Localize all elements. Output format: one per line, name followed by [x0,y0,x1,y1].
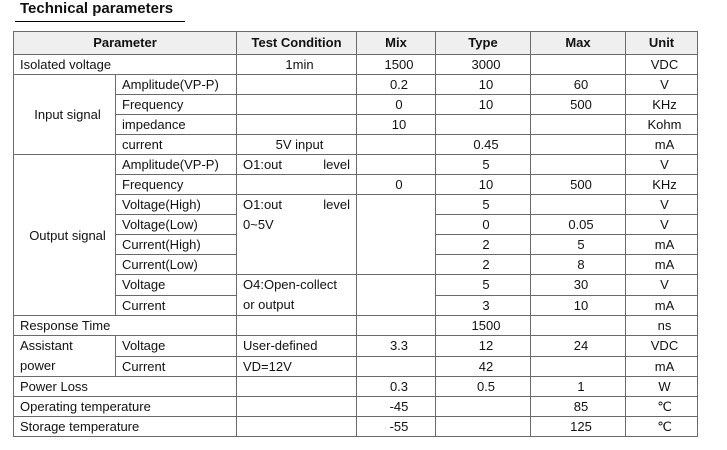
header-mix: Mix [357,32,436,55]
condition-cell: User-defined [237,336,357,357]
param-label: Voltage [116,275,237,296]
type-cell: 10 [436,75,531,95]
table-row [14,155,698,175]
type-cell [436,397,531,417]
param-label: Operating temperature [14,397,237,417]
header-parameter: Parameter [14,32,237,55]
unit-cell: VDC [626,336,698,357]
max-cell: 125 [531,417,626,437]
param-label: Current(Low) [116,255,237,275]
max-cell: 500 [531,175,626,195]
type-cell: 5 [436,155,531,175]
max-cell [531,155,626,175]
param-label: impedance [116,115,237,135]
type-cell: 5 [436,195,531,215]
table-row [14,397,698,417]
unit-cell: V [626,215,698,235]
group-label-input-signal: Input signal [14,75,116,155]
type-cell: 5 [436,275,531,296]
table-row [14,275,698,296]
mix-cell: 3.3 [357,336,436,357]
condition-text: O4:Open-collect [243,277,337,292]
header-unit: Unit [626,32,698,55]
group-label-text: Assistant [20,338,73,353]
param-label: Frequency [116,175,237,195]
type-cell: 2 [436,255,531,275]
condition-text: O1:out [243,157,283,172]
condition-text: 0~5V [243,217,274,232]
type-cell: 42 [436,356,531,377]
unit-cell: V [626,155,698,175]
header-type: Type [436,32,531,55]
unit-cell: VDC [626,55,698,75]
condition-cell [237,195,357,275]
mix-cell: 0 [357,175,436,195]
table-row [14,175,698,195]
condition-cell [237,95,357,115]
type-cell: 10 [436,175,531,195]
max-cell: 60 [531,75,626,95]
unit-cell: V [626,75,698,95]
type-cell: 10 [436,95,531,115]
condition-cell: 5V input [237,135,357,155]
type-cell: 12 [436,336,531,357]
mix-cell: 0.3 [357,377,436,397]
max-cell: 30 [531,275,626,296]
max-cell: 500 [531,95,626,115]
param-label: Amplitude(VP-P) [116,155,237,175]
mix-cell: 1500 [357,55,436,75]
unit-cell: mA [626,295,698,316]
table-row [14,95,698,115]
mix-cell [357,135,436,155]
title-underline [15,21,185,22]
condition-text: O1:out [243,197,283,212]
mix-cell: -45 [357,397,436,417]
unit-cell: mA [626,255,698,275]
param-label: Current(High) [116,235,237,255]
max-cell [531,115,626,135]
table-row [14,135,698,155]
table-row [14,75,698,95]
unit-cell: ℃ [626,417,698,437]
unit-cell: ns [626,316,698,336]
unit-cell: mA [626,356,698,377]
condition-cell [237,75,357,95]
header-max: Max [531,32,626,55]
type-cell [436,417,531,437]
param-label: current [116,135,237,155]
param-label: Storage temperature [14,417,237,437]
type-cell: 0.45 [436,135,531,155]
condition-cell [237,275,357,316]
param-label: Response Time [14,316,237,336]
param-label: Frequency [116,95,237,115]
unit-cell: KHz [626,175,698,195]
type-cell: 3 [436,295,531,316]
table-row [14,316,698,336]
param-label: Voltage(Low) [116,215,237,235]
type-cell: 2 [436,235,531,255]
condition-text: level [323,157,350,172]
mix-cell [357,316,436,336]
condition-text: level [323,197,350,212]
max-cell: 1 [531,377,626,397]
max-cell [531,135,626,155]
condition-cell [237,115,357,135]
type-cell: 0 [436,215,531,235]
mix-cell: -55 [357,417,436,437]
unit-cell: V [626,195,698,215]
param-label: Current [116,295,237,316]
unit-cell: mA [626,135,698,155]
type-cell: 0.5 [436,377,531,397]
mix-cell [357,356,436,377]
header-test-condition: Test Condition [237,32,357,55]
max-cell: 8 [531,255,626,275]
max-cell: 85 [531,397,626,417]
unit-cell: Kohm [626,115,698,135]
unit-cell: W [626,377,698,397]
condition-cell [237,316,357,336]
max-cell: 0.05 [531,215,626,235]
condition-cell: 1min [237,55,357,75]
condition-cell: VD=12V [237,356,357,377]
mix-cell: 0.2 [357,75,436,95]
group-label-assistant-power [14,336,116,377]
max-cell [531,55,626,75]
unit-cell: mA [626,235,698,255]
technical-parameters-table [13,31,698,437]
max-cell: 10 [531,295,626,316]
param-label: Isolated voltage [14,55,237,75]
section-title: Technical parameters [20,0,174,17]
group-label-output-signal: Output signal [14,155,116,316]
param-label: Current [116,356,237,377]
table-row [14,55,698,75]
max-cell [531,356,626,377]
max-cell: 5 [531,235,626,255]
type-cell: 3000 [436,55,531,75]
param-label: Power Loss [14,377,237,397]
max-cell: 24 [531,336,626,357]
table-row [14,377,698,397]
mix-cell [357,195,436,275]
param-label: Voltage(High) [116,195,237,215]
condition-text: or output [243,297,295,312]
table-row [14,115,698,135]
condition-cell [237,175,357,195]
mix-cell: 10 [357,115,436,135]
type-cell: 1500 [436,316,531,336]
table-row [14,356,698,377]
table-row [14,195,698,215]
param-label: Amplitude(VP-P) [116,75,237,95]
condition-cell [237,377,357,397]
type-cell [436,115,531,135]
table-row [14,417,698,437]
mix-cell [357,155,436,175]
condition-cell [237,397,357,417]
unit-cell: KHz [626,95,698,115]
condition-cell [237,155,357,175]
mix-cell [357,275,436,316]
param-label: Voltage [116,336,237,357]
header-row [14,32,698,55]
group-label-text: power [20,358,56,373]
table-row [14,336,698,357]
max-cell [531,316,626,336]
max-cell [531,195,626,215]
unit-cell: ℃ [626,397,698,417]
condition-cell [237,417,357,437]
mix-cell: 0 [357,95,436,115]
unit-cell: V [626,275,698,296]
